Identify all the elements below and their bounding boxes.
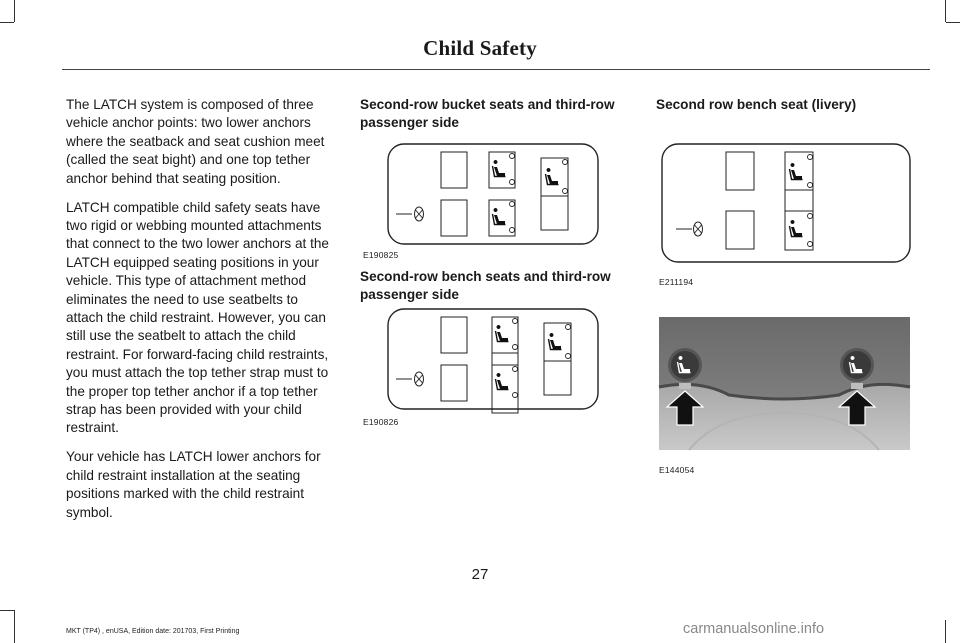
seat-diagram-bucket — [360, 140, 605, 250]
crop-mark — [0, 610, 14, 611]
crop-mark — [945, 0, 946, 22]
footer-edition: MKT (TP4) , enUSA, Edition date: 201703, First Printing — [66, 628, 240, 635]
child-seat-icon — [493, 160, 506, 177]
figure-code: E190826 — [363, 417, 399, 427]
paragraph: Your vehicle has LATCH lower anchors for child restraint installation at the seating positions marked with the child restraint symbol. — [66, 449, 321, 520]
anchor-photo — [659, 317, 910, 450]
header-divider — [62, 69, 930, 70]
figure-code: E144054 — [659, 465, 695, 475]
child-seat-icon — [496, 373, 509, 390]
figure-code: E211194 — [659, 277, 694, 287]
crop-mark — [0, 22, 14, 23]
body-text — [66, 96, 338, 532]
seat-diagram-bench — [360, 305, 605, 415]
watermark: carmanualsonline.info — [683, 621, 825, 637]
child-seat-icon — [496, 325, 509, 342]
crop-mark — [946, 22, 960, 23]
paragraph: LATCH compatible child safety seats have two rigid or webbing mounted attachments that connect to the two lower anchors at the LATCH equipped seating positions in your vehicle. This type of attachment method eliminates the need to use seatbelts to attach the child restraint. However, you can still use the seatbelt to attach the child restraint. For forward-facing child restraints, you must attach the top tether strap must to the proper top tether anchor if a top tether strap has been provided with your child restraint. — [66, 199, 329, 436]
figure-code: E190825 — [363, 250, 399, 260]
figure-caption: Second-row bench seats and third-row passenger side — [360, 269, 611, 302]
figure-caption: Second row bench seat (livery) — [656, 97, 857, 112]
page-number: 27 — [471, 566, 489, 583]
page-title: Child Safety — [423, 36, 537, 60]
child-seat-icon — [546, 168, 559, 185]
crop-mark — [14, 0, 15, 22]
figure-caption: Second-row bucket seats and third-row passenger side — [360, 97, 615, 130]
paragraph: The LATCH system is composed of three vehicle anchor points: two lower anchors where the seatback and seat cushion meet (called the seat bight) and one top tether anchor behind that seating position. — [66, 97, 325, 186]
child-seat-icon — [790, 163, 803, 180]
child-seat-icon — [493, 208, 506, 225]
child-seat-icon — [549, 333, 562, 350]
crop-mark — [945, 620, 946, 643]
child-seat-icon — [790, 220, 803, 237]
seat-diagram-livery — [656, 140, 916, 265]
crop-mark — [14, 610, 15, 643]
